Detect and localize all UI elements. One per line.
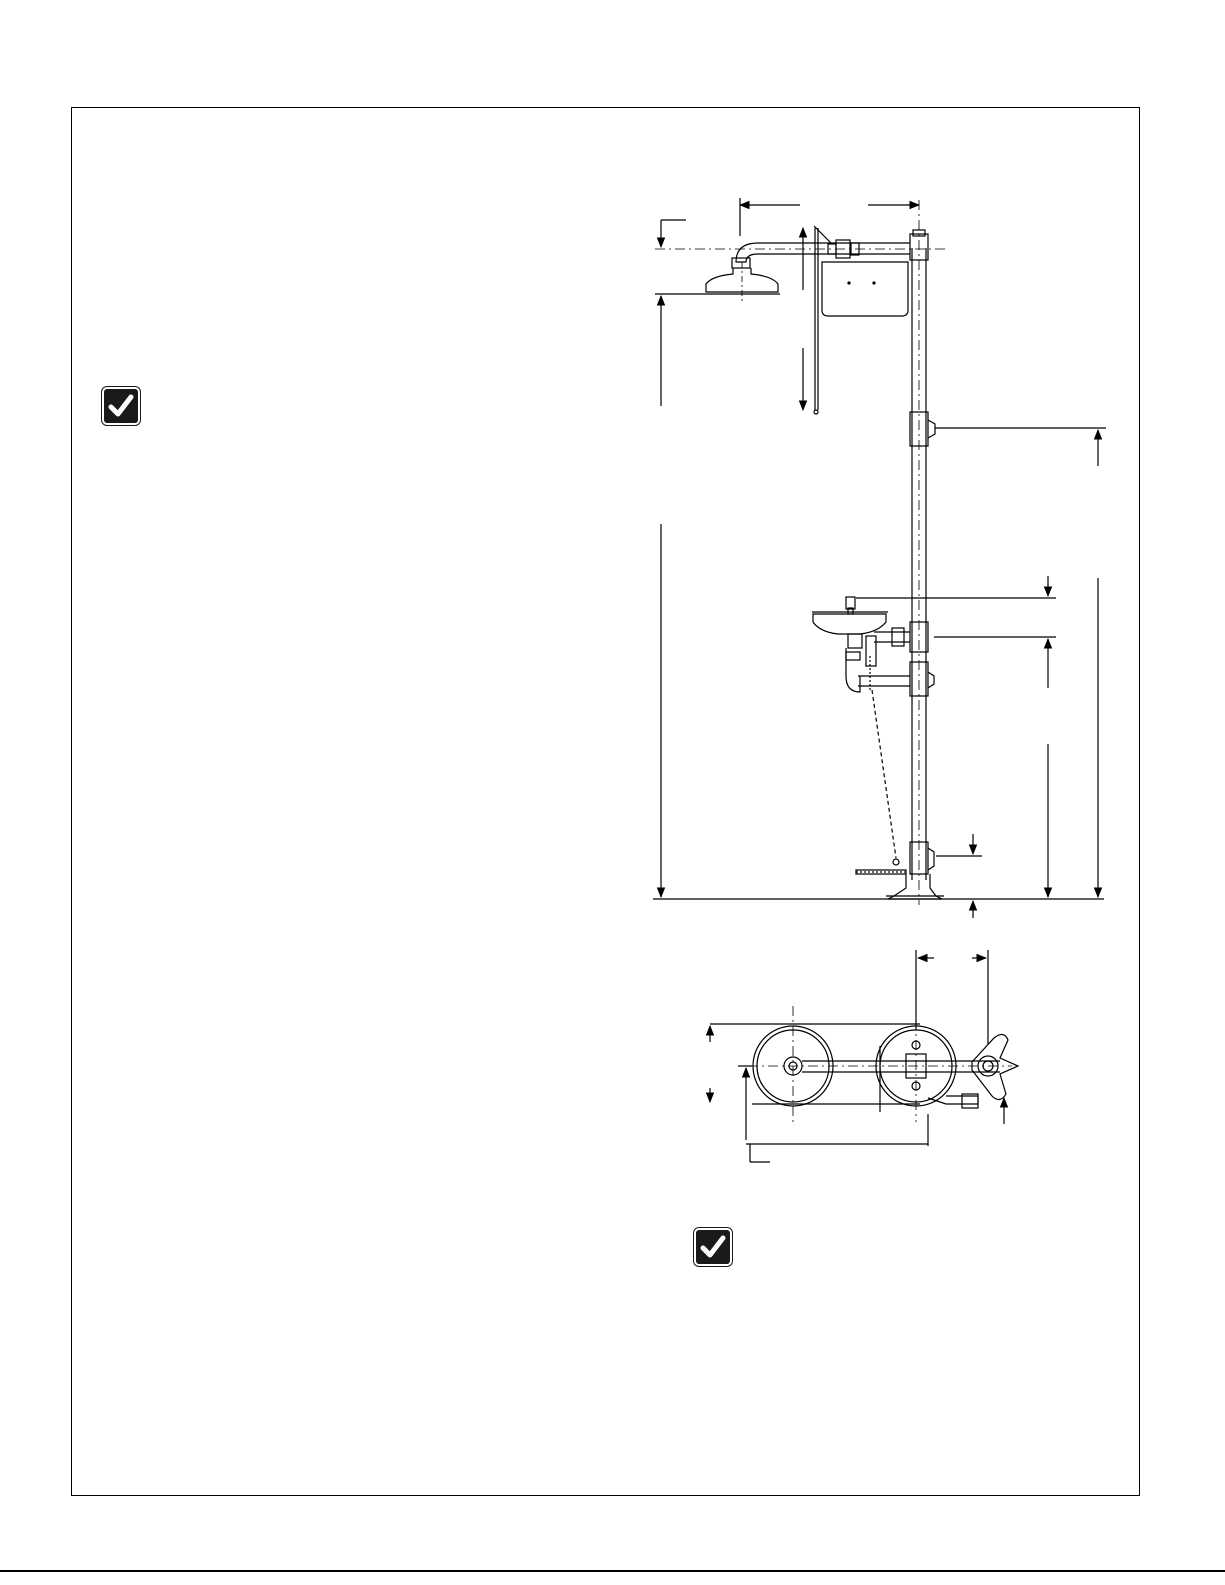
sign-plate <box>822 262 908 316</box>
vertical-supply-pipe <box>910 200 935 905</box>
shower-head <box>704 262 780 302</box>
dimension-lines-side <box>655 198 1106 918</box>
foot-pedal-chain <box>856 656 906 874</box>
shower-arm <box>655 240 946 268</box>
valve-handle-plan <box>972 1034 1018 1099</box>
floor-flange <box>886 874 944 899</box>
side-elevation-view <box>653 198 1106 918</box>
bottom-rule <box>0 1570 1225 1572</box>
top-plan-view <box>710 950 1018 1162</box>
eyewash-bowl <box>812 597 910 692</box>
